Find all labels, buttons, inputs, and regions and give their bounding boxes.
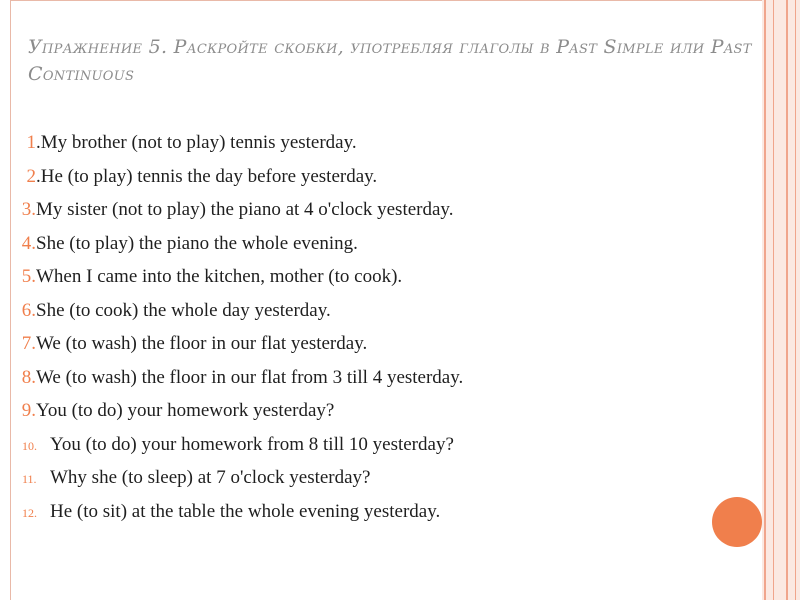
decorative-stripe [764,0,766,600]
list-item [0,501,760,535]
item-number: 1 [26,132,36,153]
list-item [0,467,760,501]
list-item [0,233,760,267]
exercise-list [0,132,760,534]
list-item [0,132,760,166]
list-item [0,166,760,200]
item-text: My sister (not to play) the piano at 4 o'clock yesterday. [36,199,454,220]
item-number: 10. [22,438,37,453]
item-text: My brother (not to play) tennis yesterday. [40,132,357,153]
item-separator: . [36,165,41,187]
decorative-stripe [773,0,774,600]
item-text: She (to play) the piano the whole evening. [36,232,358,254]
item-text: We (to wash) the floor in our flat yesterday. [36,333,368,354]
list-item [0,266,760,300]
item-number: 9. [21,400,36,421]
item-text: He (to play) tennis the day before yesterday. [40,165,378,187]
item-text: She (to cook) the whole day yesterday. [36,299,331,321]
item-number: 2 [26,165,36,187]
item-number: 8. [21,366,36,388]
item-number: 3. [21,199,36,220]
list-item [0,199,760,233]
slide-title: Упражнение 5. Раскройте скобки, употребляя глаголы в Past Simple или Past Continuous [28,36,752,85]
item-text: You (to do) your homework yesterday? [36,400,335,421]
decorative-circle [712,497,762,547]
list-item [0,367,760,401]
list-item [0,333,760,367]
item-number: 12. [22,505,37,520]
list-item [0,300,760,334]
frame-line-horizontal [10,0,770,1]
item-text: You (to do) your homework from 8 till 10 yesterday? [50,433,454,455]
item-number: 7. [21,333,36,354]
item-text: Why she (to sleep) at 7 o'clock yesterday? [50,467,371,488]
item-text: When I came into the kitchen, mother (to cook). [36,266,403,287]
list-item [0,400,760,434]
item-number: 6. [21,299,36,321]
item-number: 5. [21,266,36,287]
item-text: We (to wash) the floor in our flat from 3 till 4 yesterday. [36,366,464,388]
item-separator: . [36,132,41,153]
item-number: 11. [22,472,37,486]
list-item [0,434,760,468]
decorative-stripe [795,0,796,600]
item-number: 4. [21,232,36,254]
item-text: He (to sit) at the table the whole evening yesterday. [50,500,441,522]
decorative-stripe [786,0,788,600]
